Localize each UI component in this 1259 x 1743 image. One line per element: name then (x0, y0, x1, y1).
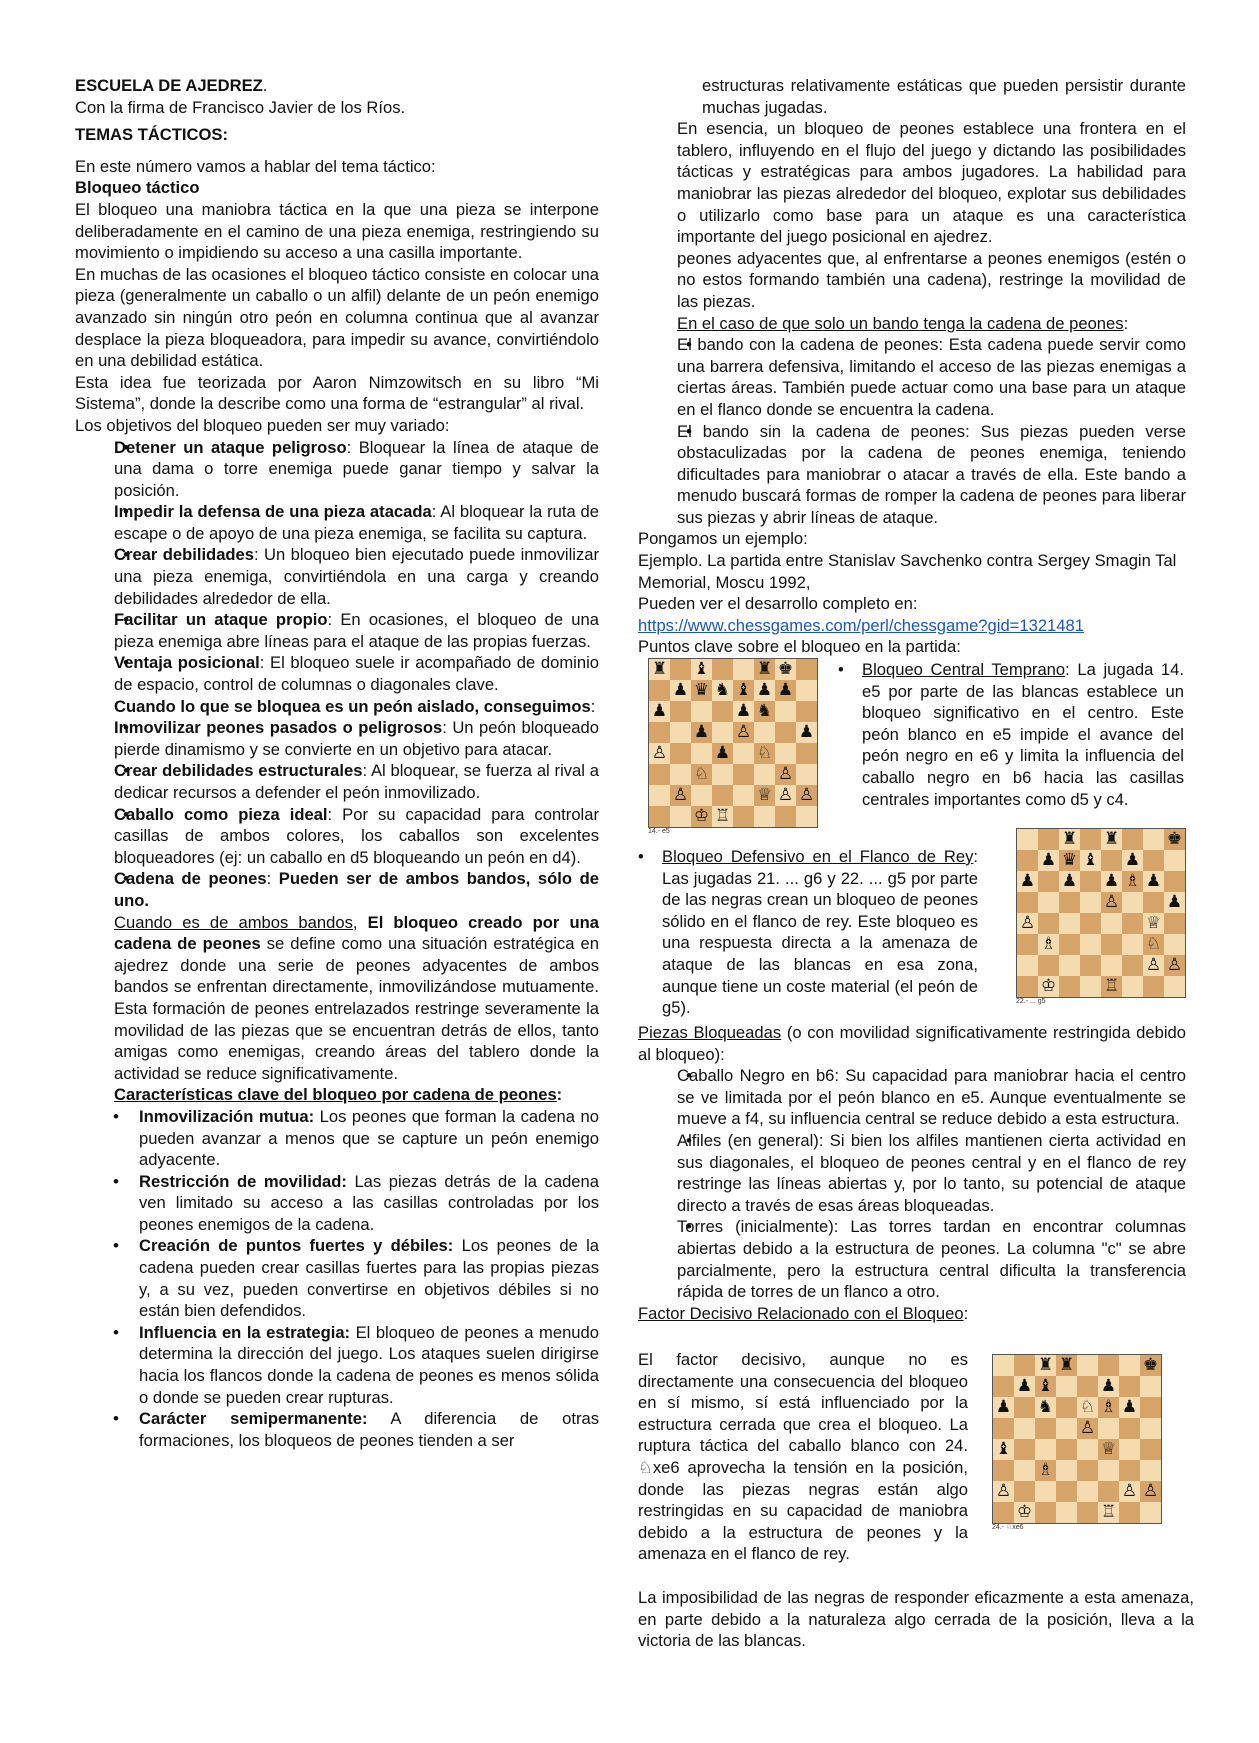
chessboard (648, 658, 818, 828)
signature: Con la firma de Francisco Javier de los Ríos. (75, 97, 406, 117)
board-square (670, 764, 691, 785)
conclusion: La imposibilidad de las negras de responder eficazmente a esta amenaza, en parte debido a la naturaleza algo cerrada de la posición, lleva a la victoria de las blancas. (638, 1588, 1194, 1651)
board-square (1056, 1460, 1077, 1481)
board-square (1077, 1460, 1098, 1481)
board-square (1101, 934, 1122, 955)
board-square (1101, 913, 1122, 934)
board-square (1098, 1355, 1119, 1376)
one-side-list (638, 334, 1186, 528)
board-square (775, 701, 796, 722)
board-square (691, 701, 712, 722)
board-square (1077, 1355, 1098, 1376)
white-pawn-icon: ♙ (796, 785, 817, 806)
board-square (1080, 955, 1101, 976)
black-pawn-icon: ♟ (796, 722, 817, 743)
black-knight-icon: ♞ (754, 701, 775, 722)
board-square (733, 785, 754, 806)
white-queen-icon: ♕ (1143, 913, 1164, 934)
board-square (1035, 1481, 1056, 1502)
black-knight-icon: ♞ (712, 680, 733, 701)
board-square (993, 1460, 1014, 1481)
board-square (1056, 1481, 1077, 1502)
board-square (1017, 976, 1038, 997)
board-square (1143, 829, 1164, 850)
board-square (1056, 1376, 1077, 1397)
board-square (712, 764, 733, 785)
list-item: • Carácter semipermanente: A diferencia de otras formaciones, los bloqueos de peones tienden a ser (139, 1408, 599, 1451)
board-square (1014, 1355, 1035, 1376)
blocked-title: Piezas Bloqueadas (o con movilidad significativamente restringida debido al bloqueo): (638, 1023, 1186, 1064)
chessboard (992, 1354, 1162, 1524)
board-square (1056, 1502, 1077, 1523)
board-square (733, 743, 754, 764)
key-points: Puntos clave sobre el bloqueo en la partida: (638, 637, 961, 657)
board-square (1164, 871, 1185, 892)
intro: En este número vamos a hablar del tema táctico: (75, 156, 436, 176)
white-rook-icon: ♖ (1098, 1502, 1119, 1523)
blocked-pieces-section (638, 1022, 1186, 1324)
board-square (1101, 850, 1122, 871)
black-king-icon: ♚ (1164, 829, 1185, 850)
board-square (1017, 892, 1038, 913)
white-pawn-icon: ♙ (1077, 1418, 1098, 1439)
white-pawn-icon: ♙ (733, 722, 754, 743)
board-square (1122, 892, 1143, 913)
diagram-caption: 22.- ... g5 (1016, 998, 1046, 1005)
diagram-caption: 14.- e5 (648, 828, 670, 835)
board-square (691, 785, 712, 806)
board-square (1119, 1355, 1140, 1376)
chess-diagram-2 (1016, 828, 1186, 1006)
factor-text: El factor decisivo, aunque no es directamente una consecuencia del bloqueo en sí mismo, sí está influenciado por la estructura cerrada que crea el bloqueo. La ruptura táctica del caballo blanco con 24. ♘xe6 aprovecha la tensión en la posición, donde las piezas negras están algo restringidas en su capacidad de maniobra debido a la estructura de peones y la amenaza en el flanco de rey. (638, 1350, 968, 1564)
example-intro: Pongamos un ejemplo: (638, 529, 808, 549)
white-knight-icon: ♘ (1143, 934, 1164, 955)
black-pawn-icon: ♟ (670, 680, 691, 701)
board-square (1059, 976, 1080, 997)
board-square (754, 722, 775, 743)
board-square (733, 764, 754, 785)
board-square (1014, 1418, 1035, 1439)
board-square (1119, 1376, 1140, 1397)
board-square (993, 1355, 1014, 1376)
board-square (649, 806, 670, 827)
list-item: • El bando sin la cadena de peones: Sus piezas pueden verse obstaculizadas por la cadena de peones enemiga, teniendo dificultades para maniobrar o atacar a través de ella. Este bando a menudo buscará formas de romper la cadena de peones para liberar sus piezas y abrir líneas de ataque. (677, 421, 1186, 529)
board-square (1077, 1502, 1098, 1523)
black-rook-icon: ♜ (1059, 829, 1080, 850)
white-pawn-icon: ♙ (649, 743, 670, 764)
black-bishop-icon: ♝ (1080, 850, 1101, 871)
board-square (1059, 892, 1080, 913)
board-square (1038, 829, 1059, 850)
black-rook-icon: ♜ (1056, 1355, 1077, 1376)
white-pawn-icon: ♙ (1119, 1481, 1140, 1502)
board-square (670, 701, 691, 722)
continuation: estructuras relativamente estáticas que pueden persistir durante muchas jugadas. (702, 76, 1186, 117)
black-rook-icon: ♜ (1101, 829, 1122, 850)
list-item: • Caballo como pieza ideal: Por su capacidad para controlar casillas de ambos colores, los caballos son excelentes bloqueadores (ej: un caballo en d5 bloqueando un peón en d4). (114, 804, 599, 869)
white-king-icon: ♔ (691, 806, 712, 827)
black-knight-icon: ♞ (1035, 1397, 1056, 1418)
board-square (649, 722, 670, 743)
board-square (1056, 1439, 1077, 1460)
black-queen-icon: ♛ (1059, 850, 1080, 871)
white-queen-icon: ♕ (1098, 1439, 1119, 1460)
list-item: • Impedir la defensa de una pieza atacada: Al bloquear la ruta de escape o de apoyo de una pieza enemiga, se facilita su captura. (114, 501, 599, 544)
board-square (1164, 976, 1185, 997)
black-king-icon: ♚ (1140, 1355, 1161, 1376)
board-square (1119, 1439, 1140, 1460)
board-square (1014, 1481, 1035, 1502)
black-pawn-icon: ♟ (1101, 871, 1122, 892)
board-square (796, 680, 817, 701)
board-square (649, 785, 670, 806)
black-bishop-icon: ♝ (733, 680, 754, 701)
board-square (1038, 955, 1059, 976)
white-pawn-icon: ♙ (775, 785, 796, 806)
board-square (1122, 934, 1143, 955)
list-item: • Influencia en la estrategia: El bloqueo de peones a menudo determina la dirección del juego. Los ataques suelen dirigirse hacia los flancos donde la cadena de peones es menos sólida o donde se pueden crear rupturas. (139, 1322, 599, 1408)
black-pawn-icon: ♟ (1038, 850, 1059, 871)
chessgames-link[interactable]: https://www.chessgames.com/perl/chessgame?gid=1321481 (638, 615, 1084, 635)
black-pawn-icon: ♟ (691, 722, 712, 743)
black-pawn-icon: ♟ (649, 701, 670, 722)
board-square (712, 722, 733, 743)
chess-diagram-3 (992, 1354, 1162, 1532)
list-item: • Facilitar un ataque propio: En ocasiones, el bloqueo de una pieza enemiga abre líneas para el ataque de las propias fuerzas. (114, 609, 599, 652)
white-knight-icon: ♘ (691, 764, 712, 785)
school-title: ESCUELA DE AJEDREZ. (75, 76, 268, 95)
board-square (670, 722, 691, 743)
board-square (1080, 892, 1101, 913)
board-square (1017, 955, 1038, 976)
black-king-icon: ♚ (775, 659, 796, 680)
black-pawn-icon: ♟ (1143, 871, 1164, 892)
board-square (1119, 1460, 1140, 1481)
board-square (1122, 829, 1143, 850)
board-square (670, 806, 691, 827)
list-item: • Alfiles (en general): Si bien los alfiles mantienen cierta actividad en sus diagonales, el bloqueo de peones central y en el flanco de rey restringe las líneas abiertas y, por lo tanto, su potencial de ataque directo a través de esas áreas bloqueadas. (677, 1130, 1186, 1216)
white-bishop-icon: ♗ (1038, 934, 1059, 955)
list-item: • Ventaja posicional: El bloqueo suele ir acompañado de dominio de espacio, control de columnas o diagonales clave. Cuando lo que se bloquea es un peón aislado, conseguimos: (114, 652, 599, 717)
list-item: • Torres (inicialmente): Las torres tardan en encontrar columnas abiertas debido a la estructura de peones. La columna "c" se abre parcialmente, pero la estructura central dificulta la transferencia rápida de torres de un flanco a otro. (677, 1216, 1186, 1302)
board-square (1077, 1439, 1098, 1460)
black-bishop-icon: ♝ (1035, 1376, 1056, 1397)
board-square (1059, 913, 1080, 934)
list-item: • Crear debilidades: Un bloqueo bien ejecutado puede inmovilizar una pieza enemiga, convirtiéndola en una carga y creando debilidades alrededor de ella. (114, 544, 599, 609)
board-square (1080, 829, 1101, 850)
white-pawn-icon: ♙ (1101, 892, 1122, 913)
black-rook-icon: ♜ (1035, 1355, 1056, 1376)
left-column (75, 75, 599, 1451)
black-rook-icon: ♜ (754, 659, 775, 680)
white-bishop-icon: ♗ (1098, 1397, 1119, 1418)
example-game: Ejemplo. La partida entre Stanislav Savchenko contra Sergey Smagin Tal Memorial, Moscu 1992, (638, 551, 1177, 592)
board-square (1164, 934, 1185, 955)
point-central-block: Bloqueo Central Temprano: La jugada 14. e5 por parte de las blancas establece un bloqueo significativo en el centro. Este peón blanco en e5 impide el avance del peón negro en e6 y limita la influencia del caballo negro en b6 hacia las casillas centrales importantes como d5 y c4. (862, 660, 1184, 809)
board-square (796, 659, 817, 680)
chess-diagram-1 (648, 658, 818, 836)
white-pawn-icon: ♙ (1017, 913, 1038, 934)
chessboard (1016, 828, 1186, 998)
factor-title: Factor Decisivo Relacionado con el Bloqueo: (638, 1303, 969, 1323)
board-square (670, 659, 691, 680)
list-item: • Inmovilización mutua: Los peones que forman la cadena no pueden avanzar a menos que se capture un peón enemigo adyacente. (139, 1106, 599, 1171)
list-item: • Caballo Negro en b6: Su capacidad para maniobrar hacia el centro se ve limitada por el peón blanco en e5. Aunque eventualmente se mueve a f4, su influencia central se reduce debido a esta estructura. (677, 1065, 1186, 1130)
board-square (1140, 1460, 1161, 1481)
board-square (1080, 976, 1101, 997)
white-pawn-icon: ♙ (775, 764, 796, 785)
board-square (1038, 871, 1059, 892)
game-link[interactable] (638, 615, 1186, 637)
board-square (796, 743, 817, 764)
black-pawn-icon: ♟ (993, 1397, 1014, 1418)
board-square (733, 659, 754, 680)
white-knight-icon: ♘ (754, 743, 775, 764)
list-item: • Inmovilizar peones pasados o peligrosos: Un peón bloqueado pierde dinamismo y se convierte en un objetivo para atacar. (114, 717, 599, 760)
board-square (796, 701, 817, 722)
black-pawn-icon: ♟ (1119, 1397, 1140, 1418)
white-pawn-icon: ♙ (1140, 1481, 1161, 1502)
list-item: • El bando con la cadena de peones: Esta cadena puede servir como una barrera defensiva, limitando el acceso de las piezas enemigas a ciertas áreas. También puede actuar como una base para un ataque en el flanco donde se encuentra la cadena. (677, 334, 1186, 420)
black-queen-icon: ♛ (691, 680, 712, 701)
board-square (1122, 955, 1143, 976)
board-square (1017, 829, 1038, 850)
adjacent-para: peones adyacentes que, al enfrentarse a peones enemigos (estén o no estos formando también una cadena), restringe la movilidad de las piezas. (677, 248, 1186, 311)
board-square (1017, 934, 1038, 955)
white-pawn-icon: ♙ (1164, 955, 1185, 976)
board-square (1140, 1502, 1161, 1523)
board-square (1077, 1481, 1098, 1502)
list-item: • Restricción de movilidad: Las piezas detrás de la cadena ven limitado su acceso a las casillas controladas por los peones enemigos de la cadena. (139, 1171, 599, 1236)
para3: Esta idea fue teorizada por Aaron Nimzowitsch en su libro “Mi Sistema”, donde la describe como una forma de “estrangular” al rival. (75, 372, 599, 414)
board-square (1014, 1397, 1035, 1418)
white-king-icon: ♔ (1014, 1502, 1035, 1523)
point-kingside-block: Bloqueo Defensivo en el Flanco de Rey: Las jugadas 21. ... g6 y 22. ... g5 por parte de las negras crean un bloqueo de peones sólido en el flanco de rey. Este bloqueo es una respuesta directa a la amenaza de ataque de las blancas en esa zona, aunque tiene un coste material (el peón de g5). (662, 847, 978, 1018)
white-queen-icon: ♕ (754, 785, 775, 806)
white-bishop-icon: ♗ (1122, 871, 1143, 892)
board-square (1101, 955, 1122, 976)
board-square (1140, 1418, 1161, 1439)
board-square (775, 722, 796, 743)
board-square (1056, 1397, 1077, 1418)
board-square (1059, 955, 1080, 976)
board-square (712, 659, 733, 680)
board-square (1164, 913, 1185, 934)
board-square (1122, 976, 1143, 997)
objectives-list (75, 437, 599, 1452)
board-square (1098, 1418, 1119, 1439)
black-rook-icon: ♜ (649, 659, 670, 680)
white-bishop-icon: ♗ (1035, 1460, 1056, 1481)
see-full: Pueden ver el desarrollo completo en: (638, 594, 918, 614)
board-square (712, 785, 733, 806)
board-square (1080, 934, 1101, 955)
board-square (796, 764, 817, 785)
list-item: • Cadena de peones: Pueden ser de ambos bandos, sólo de uno. Cuando es de ambos bandos, El bloqueo creado por una cadena de peones se define como una situación estratégica en ajedrez donde una serie de peones adyacentes de ambos bandos se enfrentan directamente, inmovilizándose mutuamente. Esta formación de peones entrelazados restringe severamente la movilidad de las piezas que se encuentran detrás de ellos, tanto amigas como enemigas, creando áreas del tablero donde la actividad se reduce significativamente. Características clave del bloqueo por cadena de peones: • Inmovilización mutua: Los peones que forman la cadena no pueden avanzar a menos que se capture un peón enemigo adyacente. • Restricción de movilidad: Las piezas detrás de la cadena ven limitado su acceso a las casillas controladas por los peones enemigos de la cadena. • Creación de puntos fuertes y débiles: Los peones de la cadena pueden crear casillas fuertes para las propias piezas y, a su vez, pueden convertirse en objetivos débiles si no están bien defendidos. • Influencia en la estrategia: El bloqueo de peones a menudo determina la dirección del juego. Los ataques suelen dirigirse hacia los flancos donde la cadena de peones es menos sólida o donde se pueden crear rupturas. • Carácter semipermanente: A diferencia de otras formaciones, los bloqueos de peones tienden a ser (114, 868, 599, 1451)
black-pawn-icon: ♟ (712, 743, 733, 764)
board-square (1080, 871, 1101, 892)
board-square (754, 764, 775, 785)
board-square (1014, 1460, 1035, 1481)
black-pawn-icon: ♟ (733, 701, 754, 722)
board-square (1164, 850, 1185, 871)
board-square (1122, 913, 1143, 934)
board-square (712, 701, 733, 722)
board-square (670, 743, 691, 764)
white-pawn-icon: ♙ (670, 785, 691, 806)
black-pawn-icon: ♟ (775, 680, 796, 701)
white-pawn-icon: ♙ (993, 1481, 1014, 1502)
para4: Los objetivos del bloqueo pueden ser muy variado: (75, 415, 450, 435)
board-square (993, 1502, 1014, 1523)
board-square (1140, 1376, 1161, 1397)
board-square (993, 1376, 1014, 1397)
board-square (1140, 1439, 1161, 1460)
board-square (1014, 1439, 1035, 1460)
black-bishop-icon: ♝ (691, 659, 712, 680)
board-square (691, 743, 712, 764)
white-king-icon: ♔ (1038, 976, 1059, 997)
board-square (649, 680, 670, 701)
one-side-title: En el caso de que solo un bando tenga la cadena de peones: (677, 313, 1129, 333)
board-square (1080, 913, 1101, 934)
black-pawn-icon: ♟ (754, 680, 775, 701)
board-square (775, 743, 796, 764)
essence-para: En esencia, un bloqueo de peones establece una frontera en el tablero, influyendo en el flujo del juego y dictando las posibilidades tácticas y estratégicas para ambos jugadores. La habilidad para maniobrar las piezas alrededor del bloqueo, explotar sus debilidades o utilizarlo como base para un ataque es una característica importante del juego posicional en ajedrez. (677, 119, 1186, 247)
board-square (1059, 934, 1080, 955)
board-square (796, 806, 817, 827)
board-square (1038, 913, 1059, 934)
board-square (733, 806, 754, 827)
section-title: TEMAS TÁCTICOS: (75, 125, 229, 145)
para1: El bloqueo una maniobra táctica en la que una pieza se interpone deliberadamente en el camino de una pieza enemiga, restringiendo su movimiento o impidiendo su acceso a una casilla importante. (75, 199, 599, 263)
board-square (1119, 1418, 1140, 1439)
black-pawn-icon: ♟ (1122, 850, 1143, 871)
list-item: • Detener un ataque peligroso: Bloquear la línea de ataque de una dama o torre enemiga puede ganar tiempo y salvar la posición. (114, 437, 599, 502)
black-pawn-icon: ♟ (1098, 1376, 1119, 1397)
board-square (1035, 1418, 1056, 1439)
board-square (1056, 1418, 1077, 1439)
board-square (1143, 850, 1164, 871)
black-pawn-icon: ♟ (1017, 871, 1038, 892)
board-square (1143, 892, 1164, 913)
right-column (638, 75, 1186, 658)
board-square (1098, 1481, 1119, 1502)
board-square (649, 764, 670, 785)
board-square (1017, 850, 1038, 871)
board-square (993, 1418, 1014, 1439)
diagram-caption: 24.- ♘xe6 (992, 1524, 1024, 1531)
black-bishop-icon: ♝ (993, 1439, 1014, 1460)
blocked-list (638, 1065, 1186, 1303)
black-pawn-icon: ♟ (1059, 871, 1080, 892)
board-square (775, 806, 796, 827)
white-rook-icon: ♖ (712, 806, 733, 827)
white-knight-icon: ♘ (1077, 1397, 1098, 1418)
white-pawn-icon: ♙ (1143, 955, 1164, 976)
topic-title: Bloqueo táctico (75, 178, 200, 198)
black-pawn-icon: ♟ (1014, 1376, 1035, 1397)
board-square (1143, 976, 1164, 997)
black-pawn-icon: ♟ (1164, 892, 1185, 913)
list-item: • Creación de puntos fuertes y débiles: Los peones de la cadena pueden crear casillas fuertes para las propias piezas y, a su vez, pueden convertirse en objetivos débiles si no están bien defendidos. (139, 1235, 599, 1321)
board-square (1038, 892, 1059, 913)
board-square (1098, 1460, 1119, 1481)
board-square (1119, 1502, 1140, 1523)
board-square (1035, 1502, 1056, 1523)
white-rook-icon: ♖ (1101, 976, 1122, 997)
characteristics-list (75, 1106, 599, 1452)
board-square (754, 806, 775, 827)
board-square (1140, 1397, 1161, 1418)
board-square (1035, 1439, 1056, 1460)
list-item: • Crear debilidades estructurales: Al bloquear, se fuerza al rival a dedicar recursos a defender el peón inmovilizado. (114, 760, 599, 803)
board-square (1077, 1376, 1098, 1397)
para2: En muchas de las ocasiones el bloqueo táctico consiste en colocar una pieza (generalmente un caballo o un alfil) delante de un peón enemigo avanzado sin ningún otro peón en columna continua que al avanzar desplace la pieza bloqueadora, para impedir su avance, convirtiéndolo en una debilidad estática. (75, 264, 599, 371)
